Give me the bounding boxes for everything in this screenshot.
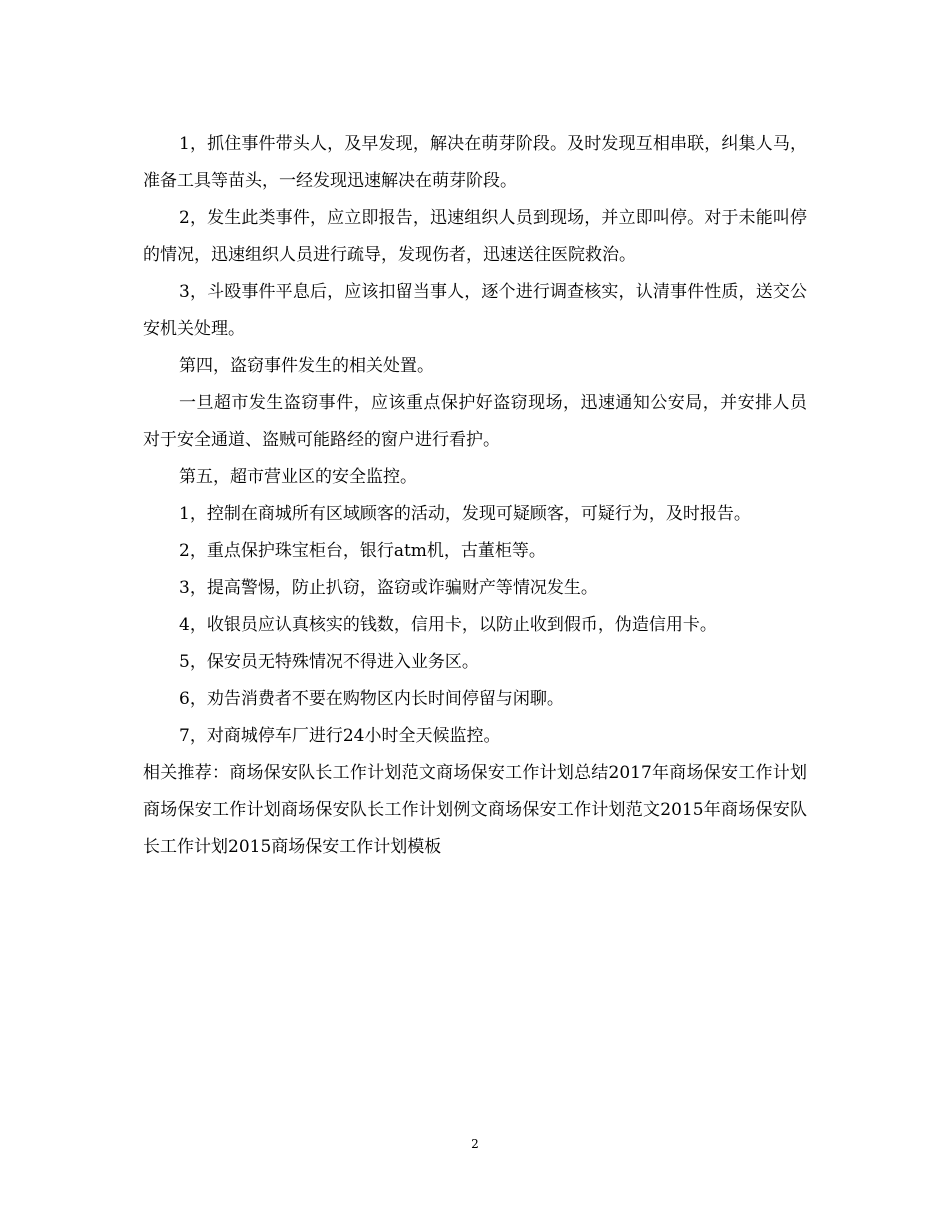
list-item-2: 2，重点保护珠宝柜台，银行atm机，古董柜等。 xyxy=(179,541,546,561)
paragraph-3: 3，斗殴事件平息后，应该扣留当事人，逐个进行调查核实，认清事件性质，送交公安机关处理。 xyxy=(143,282,807,339)
page-number: 2 xyxy=(471,1137,479,1151)
list-item-4: 4，收银员应认真核实的钱数，信用卡，以防止收到假币，伪造信用卡。 xyxy=(179,615,717,635)
related-recommendations: 相关推荐：商场保安队长工作计划范文商场保安工作计划总结2017年商场保安工作计划商场保安工作计划商场保安队长工作计划例文商场保安工作计划范文2015年商场保安队长工作计划2015商场保安工作计划模板 xyxy=(143,763,807,857)
list-item-6: 6，劝告消费者不要在购物区内长时间停留与闲聊。 xyxy=(179,689,564,709)
list-item-7: 7，对商城停车厂进行24小时全天候监控。 xyxy=(179,726,501,746)
list-item-1: 1，控制在商城所有区域顾客的活动，发现可疑顾客，可疑行为，及时报告。 xyxy=(179,504,751,524)
paragraph-theft: 一旦超市发生盗窃事件，应该重点保护好盗窃现场，迅速通知公安局，并安排人员对于安全通道、盗贼可能路经的窗户进行看护。 xyxy=(143,393,807,450)
document-body xyxy=(143,126,807,866)
section-heading-4: 第四，盗窃事件发生的相关处置。 xyxy=(179,356,434,376)
paragraph-2: 2，发生此类事件，应立即报告，迅速组织人员到现场，并立即叫停。对于未能叫停的情况，迅速组织人员进行疏导，发现伤者，迅速送往医院救治。 xyxy=(143,208,807,265)
list-item-3: 3，提高警惕，防止扒窃，盗窃或诈骗财产等情况发生。 xyxy=(179,578,598,598)
section-heading-5: 第五，超市营业区的安全监控。 xyxy=(179,467,417,487)
paragraph-1: 1，抓住事件带头人，及早发现，解决在萌芽阶段。及时发现互相串联，纠集人马，准备工具等苗头，一经发现迅速解决在萌芽阶段。 xyxy=(143,134,807,191)
list-item-5: 5，保安员无特殊情况不得进入业务区。 xyxy=(179,652,479,672)
